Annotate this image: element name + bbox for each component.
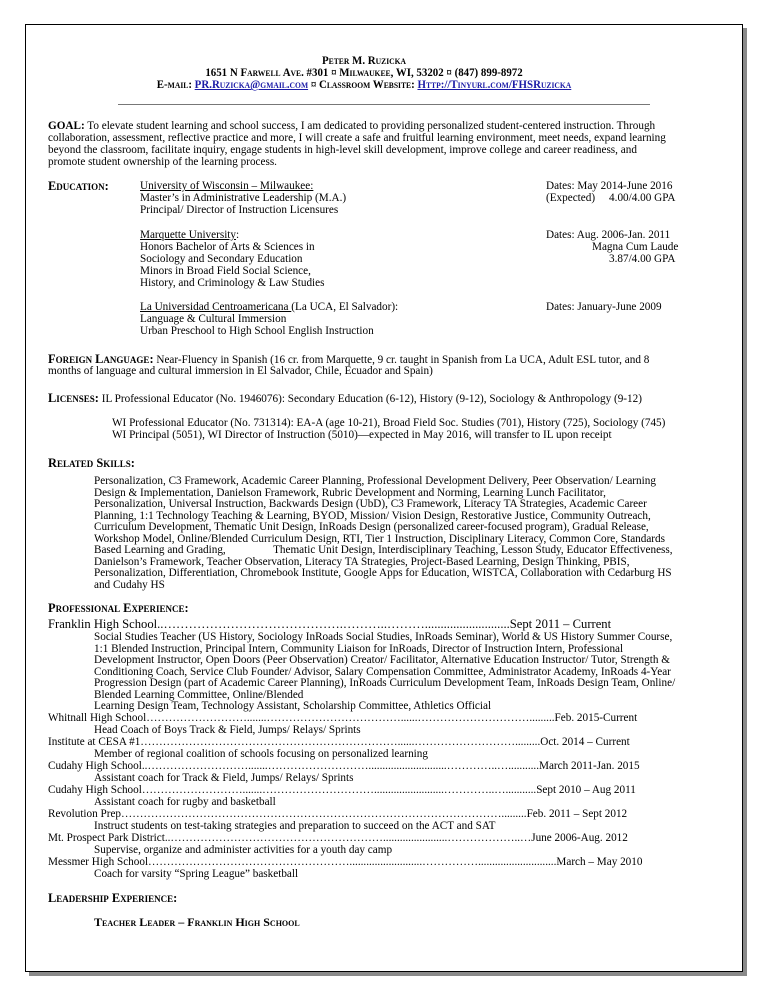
marquette-gpa: 3.87/4.00 GPA	[609, 253, 676, 265]
job-title-cudahy-rugby: Cudahy High School……………………….......………………………….........................…………..…...........Sept 2010 – Aug 2011	[48, 784, 636, 796]
goal-line-2: collaboration, assessment, reflective practice and more, I will create a safe and fruitful learning environment, meet needs, expand learning	[48, 132, 666, 144]
skills-line-3: Personalization, Universal Instruction, Backwards Design (UbD), C3 Framework, Literacy TA Strategies, Academic Career	[94, 498, 647, 510]
email-label: E-mail:	[156, 79, 195, 91]
skills-line-8: Danielson’s Framework, Teacher Observation, Literacy TA Strategies, Project-Based Learning, Design Thinking, PBIS,	[94, 556, 630, 568]
candidate-name: Peter M. Ruzicka	[322, 55, 407, 67]
uwm-dates: Dates: May 2014-June 2016	[546, 180, 673, 192]
uca-immersion: Language & Cultural Immersion	[140, 313, 287, 325]
job-desc-revolution: Instruct students on test-taking strategies and preparation to succeed on the ACT and SAT	[94, 820, 496, 832]
uwm-degree: Master’s in Administrative Leadership (M.A.)	[140, 192, 347, 204]
job-desc-messmer: Coach for varsity “Spring League” basketball	[94, 868, 299, 880]
skills-line-10: and Cudahy HS	[94, 579, 165, 591]
marquette-colon: :	[236, 229, 240, 241]
job-desc-whitnall: Head Coach of Boys Track & Field, Jumps/ Relays/ Sprints	[94, 724, 361, 736]
website-label: Classroom Website:	[319, 79, 418, 91]
uca-dates: Dates: January-June 2009	[546, 301, 662, 313]
leadership-heading: Leadership Experience:	[48, 891, 178, 905]
contact-line	[0, 80, 728, 92]
il-license: IL Professional Educator (No. 1946076): Secondary Education (6-12), History (9-12), Sociology & Anthropology (9-12)	[98, 393, 642, 405]
contact-address: 1651 N Farwell Ave. #301 ¤ Milwaukee, WI, 53202 ¤ (847) 899-8972	[205, 67, 523, 79]
franklin-line-6: Blended Learning Committee, Online/Blended	[94, 689, 304, 701]
skills-line-6: Workshop Model, Online/Blended Curriculum Design, RTI, Tier 1 Instruction, Disciplinary Literacy, Common Core, Standards	[94, 533, 665, 545]
email-link[interactable]: PR.Ruzicka@gmail.com	[194, 79, 309, 91]
skills-line-1: Personalization, C3 Framework, Academic Career Planning, Professional Development Delivery, Peer Observation/ Learning	[94, 475, 656, 487]
skills-line-9: Personalization, Differentiation, Chromebook Institute, Google Apps for Education, WISTCA, Collaboration with Cedarburg HS	[94, 567, 672, 579]
header-divider	[118, 104, 650, 105]
skills-line-7: Based Learning and Grading, Thematic Unit Design, Interdisciplinary Teaching, Lesson Study, Educator Effectiveness,	[94, 544, 673, 556]
goal-label: GOAL:	[48, 120, 85, 132]
wi-educator-license: WI Professional Educator (No. 731314): EA-A (age 10-21), Broad Field Soc. Studies (701), History (725), Sociology (745)	[112, 417, 666, 429]
separator: ¤	[308, 79, 320, 91]
franklin-line-5: Progression Design (part of Academic Career Planning), InRoads Curriculum Development Team, InRoads Design Team, Online/	[94, 677, 676, 689]
uca-school-line	[140, 302, 398, 314]
franklin-title: Franklin High School..…………………………………….………..………...........................Sept 2011 – Current	[48, 617, 612, 631]
marquette-school: Marquette University	[140, 229, 237, 241]
wi-principal-license: WI Principal (5051), WI Director of Instruction (5010)—expected in May 2016, will transfer to IL upon receipt	[112, 429, 612, 441]
goal-text: To elevate student learning and school success, I am dedicated to providing personalized student-centered instruction. Through	[87, 120, 656, 132]
foreign-language-text: Near-Fluency in Spanish (16 cr. from Marquette, 9 cr. taught in Spanish from La UCA, Adult ESL tutor, and 8	[153, 354, 650, 366]
job-title-cesa: Institute at CESA #1……………………………………………………………......……………………….........Oct. 2014 – Current	[48, 736, 630, 748]
franklin-line-3: Development Instructor, Open Doors (Peer Observation) Creator/ Facilitator, Alternative Education Instructor/ Tutor, Strength &	[94, 654, 670, 666]
skills-line-5: Curriculum Development, Thematic Unit Design, InRoads Design (personalized career-focused program), Gradual Release,	[94, 521, 649, 533]
uwm-school: University of Wisconsin – Milwaukee:	[140, 180, 314, 192]
job-title-mt-prospect: Mt. Prospect Park District..………………………………………………….......................………………..…June 2006-Aug. 2012	[48, 832, 628, 844]
uwm-gpa: (Expected) 4.00/4.00 GPA	[546, 192, 676, 204]
skills-heading: Related Skills:	[48, 456, 135, 470]
leadership-role: Teacher Leader – Franklin High School	[94, 915, 300, 929]
uca-instruction: Urban Preschool to High School English Instruction	[140, 325, 374, 337]
uca-location: (La UCA, El Salvador):	[291, 301, 399, 313]
job-title-whitnall: Whitnall High School……………………….......………………………………......………………………….........Feb. 2015-Current	[48, 712, 638, 724]
foreign-language-heading: Foreign Language:	[48, 352, 154, 366]
foreign-language-line-2: months of language and cultural immersion in El Salvador, Chile, Ecuador and Spain)	[48, 365, 433, 377]
marquette-honor: Magna Cum Laude	[592, 241, 679, 253]
uca-school: La Universidad Centroamericana	[140, 301, 292, 313]
job-title-revolution: Revolution Prep………………………………………………………………………………………….........Feb. 2011 – Sept 2012	[48, 808, 628, 820]
marquette-school-line	[140, 230, 239, 242]
job-desc-mt-prospect: Supervise, organize and administer activities for a youth day camp	[94, 844, 393, 856]
goal-line-3: beyond the classroom, facilitate inquiry, engage students in high-level skill development, improve college and career readiness, and	[48, 144, 637, 156]
job-title-messmer: Messmer High School………………………………………………..........................……………............................March – May 2010	[48, 856, 643, 868]
franklin-line-2: 1:1 Blended Instruction, Principal Intern, Community Liaison for InRoads, Director of Instruction Intern, Professional	[94, 643, 624, 655]
job-desc-cudahy-rugby: Assistant coach for rugby and basketball	[94, 796, 276, 808]
franklin-line-1: Social Studies Teacher (US History, Sociology InRoads Social Studies, InRoads Seminar), World & US History Summer Course,	[94, 631, 673, 643]
goal-line-4: promote student ownership of the learning process.	[48, 156, 277, 168]
marquette-major: Sociology and Secondary Education	[140, 253, 303, 265]
website-link[interactable]: Http://Tinyurl.com/FHSRuzicka	[417, 79, 572, 91]
professional-heading: Professional Experience:	[48, 601, 189, 615]
education-heading: Education:	[48, 179, 109, 193]
job-desc-cesa: Member of regional coalition of schools focusing on personalized learning	[94, 748, 428, 760]
uwm-licensure: Principal/ Director of Instruction Licensures	[140, 204, 339, 216]
marquette-degree: Honors Bachelor of Arts & Sciences in	[140, 241, 315, 253]
licenses-line-1	[48, 393, 642, 406]
licenses-heading: Licenses:	[48, 391, 99, 405]
job-title-cudahy-track: Cudahy High School..……………………….......………………………............................…………..…...........March 2011-Jan. 2015	[48, 760, 640, 772]
job-desc-cudahy-track: Assistant coach for Track & Field, Jumps/ Relays/ Sprints	[94, 772, 354, 784]
skills-line-2: Design & Implementation, Danielson Framework, Rubric Development and Norming, Learning Lunch Facilitator,	[94, 487, 606, 499]
franklin-line-7: Learning Design Team, Technology Assistant, Scholarship Committee, Athletics Official	[94, 700, 492, 712]
goal-line-1	[48, 121, 655, 133]
marquette-minors-cont: History, and Criminology & Law Studies	[140, 277, 325, 289]
franklin-line-4: Conditioning Coach, Service Club Founder/ Advisor, Salary Compensation Committee, Administrator Academy, InRoads 4-Year	[94, 666, 671, 678]
skills-line-4: Planning, 1:1 Technology Teaching & Learning, BYOD, Mission/ Vision Design, Restorative Justice, Community Outreach,	[94, 510, 651, 522]
marquette-dates: Dates: Aug. 2006-Jan. 2011	[546, 229, 671, 241]
marquette-minors: Minors in Broad Field Social Science,	[140, 265, 311, 277]
